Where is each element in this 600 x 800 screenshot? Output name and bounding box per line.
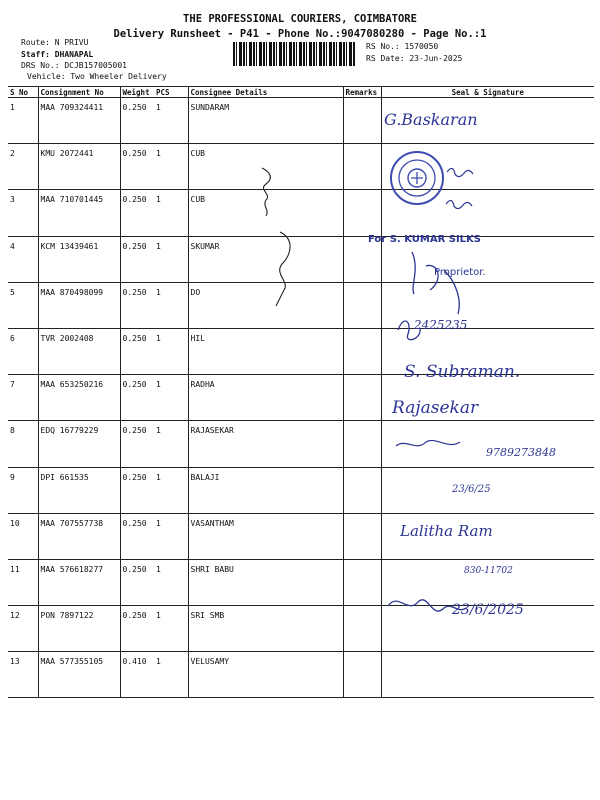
signature-stroke bbox=[396, 440, 460, 446]
drs-label: DRS No.: DCJB157005001 bbox=[21, 61, 127, 70]
staff-label: Staff: DHANAPAL bbox=[21, 50, 94, 59]
signature-row7: S. Subraman. bbox=[404, 362, 521, 382]
row-sno: 8 bbox=[8, 421, 38, 467]
row-consignee: HIL bbox=[188, 328, 343, 374]
row-sno: 11 bbox=[8, 559, 38, 605]
row-sno: 13 bbox=[8, 652, 38, 698]
row-consignment: MAA 709324411 bbox=[38, 98, 120, 144]
row-consignee: CUB bbox=[188, 144, 343, 190]
row-consignment: MAA 577355105 bbox=[38, 652, 120, 698]
signature-row13-date: 23/6/2025 bbox=[452, 602, 524, 618]
signature-row10-date: 23/6/25 bbox=[452, 484, 491, 495]
brace-scribble bbox=[276, 232, 290, 306]
col-consignee: Consignee Details bbox=[188, 87, 343, 98]
row-consignee: VASANTHAM bbox=[188, 513, 343, 559]
row-consignment: TVR 2002408 bbox=[38, 328, 120, 374]
company-title: THE PROFESSIONAL COURIERS, COIMBATORE bbox=[183, 13, 417, 25]
row-sno: 2 bbox=[8, 144, 38, 190]
row-consignment: EDQ 16779229 bbox=[38, 421, 120, 467]
row-sno: 1 bbox=[8, 98, 38, 144]
row-sno: 6 bbox=[8, 328, 38, 374]
row-weight: 0.410 bbox=[120, 652, 154, 698]
row-weight: 0.250 bbox=[120, 421, 154, 467]
row-consignee: BALAJI bbox=[188, 467, 343, 513]
row-consignment: KCM 13439461 bbox=[38, 236, 120, 282]
row-sno: 12 bbox=[8, 606, 38, 652]
row-sno: 9 bbox=[8, 467, 38, 513]
row-weight: 0.250 bbox=[120, 375, 154, 421]
row-consignment: MAA 710701445 bbox=[38, 190, 120, 236]
check-mark bbox=[447, 168, 473, 176]
route-label: Route: N PRIVU bbox=[21, 38, 89, 47]
signature-row6: 2425235 bbox=[414, 318, 468, 332]
vehicle-label: Vehicle: Two Wheeler Delivery bbox=[27, 72, 167, 81]
row-weight: 0.250 bbox=[120, 144, 154, 190]
row-weight: 0.250 bbox=[120, 606, 154, 652]
row-pcs: 1 bbox=[154, 236, 188, 282]
row-consignee: SKUMAR bbox=[188, 236, 343, 282]
row-consignment: MAA 870498099 bbox=[38, 282, 120, 328]
row-pcs: 1 bbox=[154, 606, 188, 652]
row-weight: 0.250 bbox=[120, 190, 154, 236]
row-consignment: MAA 707557738 bbox=[38, 513, 120, 559]
stamp-company-text: For S. KUMAR SILKS bbox=[368, 234, 482, 245]
row-sno: 5 bbox=[8, 282, 38, 328]
col-sno: S No bbox=[8, 87, 38, 98]
col-seal: Seal & Signature bbox=[381, 87, 594, 98]
row-consignee: DO bbox=[188, 282, 343, 328]
row-consignment: DPI 661535 bbox=[38, 467, 120, 513]
signature-row11: Lalitha Ram bbox=[400, 522, 493, 540]
row-consignment: PON 7897122 bbox=[38, 606, 120, 652]
row-consignee: SUNDARAM bbox=[188, 98, 343, 144]
row-pcs: 1 bbox=[154, 375, 188, 421]
row-pcs: 1 bbox=[154, 328, 188, 374]
stamp-proprietor-text: Proprietor. bbox=[434, 267, 486, 278]
brace-scribble bbox=[262, 168, 270, 216]
row-pcs: 1 bbox=[154, 467, 188, 513]
row-sno: 10 bbox=[8, 513, 38, 559]
runsheet-title: Delivery Runsheet - P41 - Phone No.:9047080280 - Page No.:1 bbox=[113, 28, 487, 40]
check-mark bbox=[446, 200, 472, 208]
row-pcs: 1 bbox=[154, 559, 188, 605]
row-pcs: 1 bbox=[154, 98, 188, 144]
row-weight: 0.250 bbox=[120, 98, 154, 144]
row-pcs: 1 bbox=[154, 282, 188, 328]
row-weight: 0.250 bbox=[120, 559, 154, 605]
row-weight: 0.250 bbox=[120, 282, 154, 328]
row-sno: 3 bbox=[8, 190, 38, 236]
col-weight: Weight bbox=[120, 87, 154, 98]
row-pcs: 1 bbox=[154, 513, 188, 559]
row-consignee: CUB bbox=[188, 190, 343, 236]
signature-stroke bbox=[412, 252, 459, 314]
signature-row8: Rajasekar bbox=[392, 398, 479, 418]
row-consignment: MAA 576618277 bbox=[38, 559, 120, 605]
row-consignee: SHRI BABU bbox=[188, 559, 343, 605]
row-weight: 0.250 bbox=[120, 328, 154, 374]
col-remarks: Remarks bbox=[343, 87, 381, 98]
row-sno: 4 bbox=[8, 236, 38, 282]
row-pcs: 1 bbox=[154, 144, 188, 190]
signature-row9: 9789273848 bbox=[486, 446, 556, 459]
row-consignee: RAJASEKAR bbox=[188, 421, 343, 467]
rs-date-label: RS Date: 23-Jun-2025 bbox=[366, 54, 463, 63]
row-consignee: SRI SMB bbox=[188, 606, 343, 652]
row-sno: 7 bbox=[8, 375, 38, 421]
row-weight: 0.250 bbox=[120, 513, 154, 559]
row-consignment: KMU 2072441 bbox=[38, 144, 120, 190]
row-pcs: 1 bbox=[154, 652, 188, 698]
row-pcs: 1 bbox=[154, 190, 188, 236]
row-consignee: VELUSAMY bbox=[188, 652, 343, 698]
round-seal-stamp bbox=[391, 152, 443, 204]
row-weight: 0.250 bbox=[120, 236, 154, 282]
signature-row12: 830-11702 bbox=[464, 566, 513, 576]
row-weight: 0.250 bbox=[120, 467, 154, 513]
col-pcs: PCS bbox=[154, 87, 188, 98]
rs-no-label: RS No.: 1570050 bbox=[366, 42, 439, 51]
row-consignment: MAA 653250216 bbox=[38, 375, 120, 421]
row-consignee: RADHA bbox=[188, 375, 343, 421]
row-pcs: 1 bbox=[154, 421, 188, 467]
col-consignment: Consignment No bbox=[38, 87, 120, 98]
signature-row1: G.Baskaran bbox=[384, 110, 478, 129]
